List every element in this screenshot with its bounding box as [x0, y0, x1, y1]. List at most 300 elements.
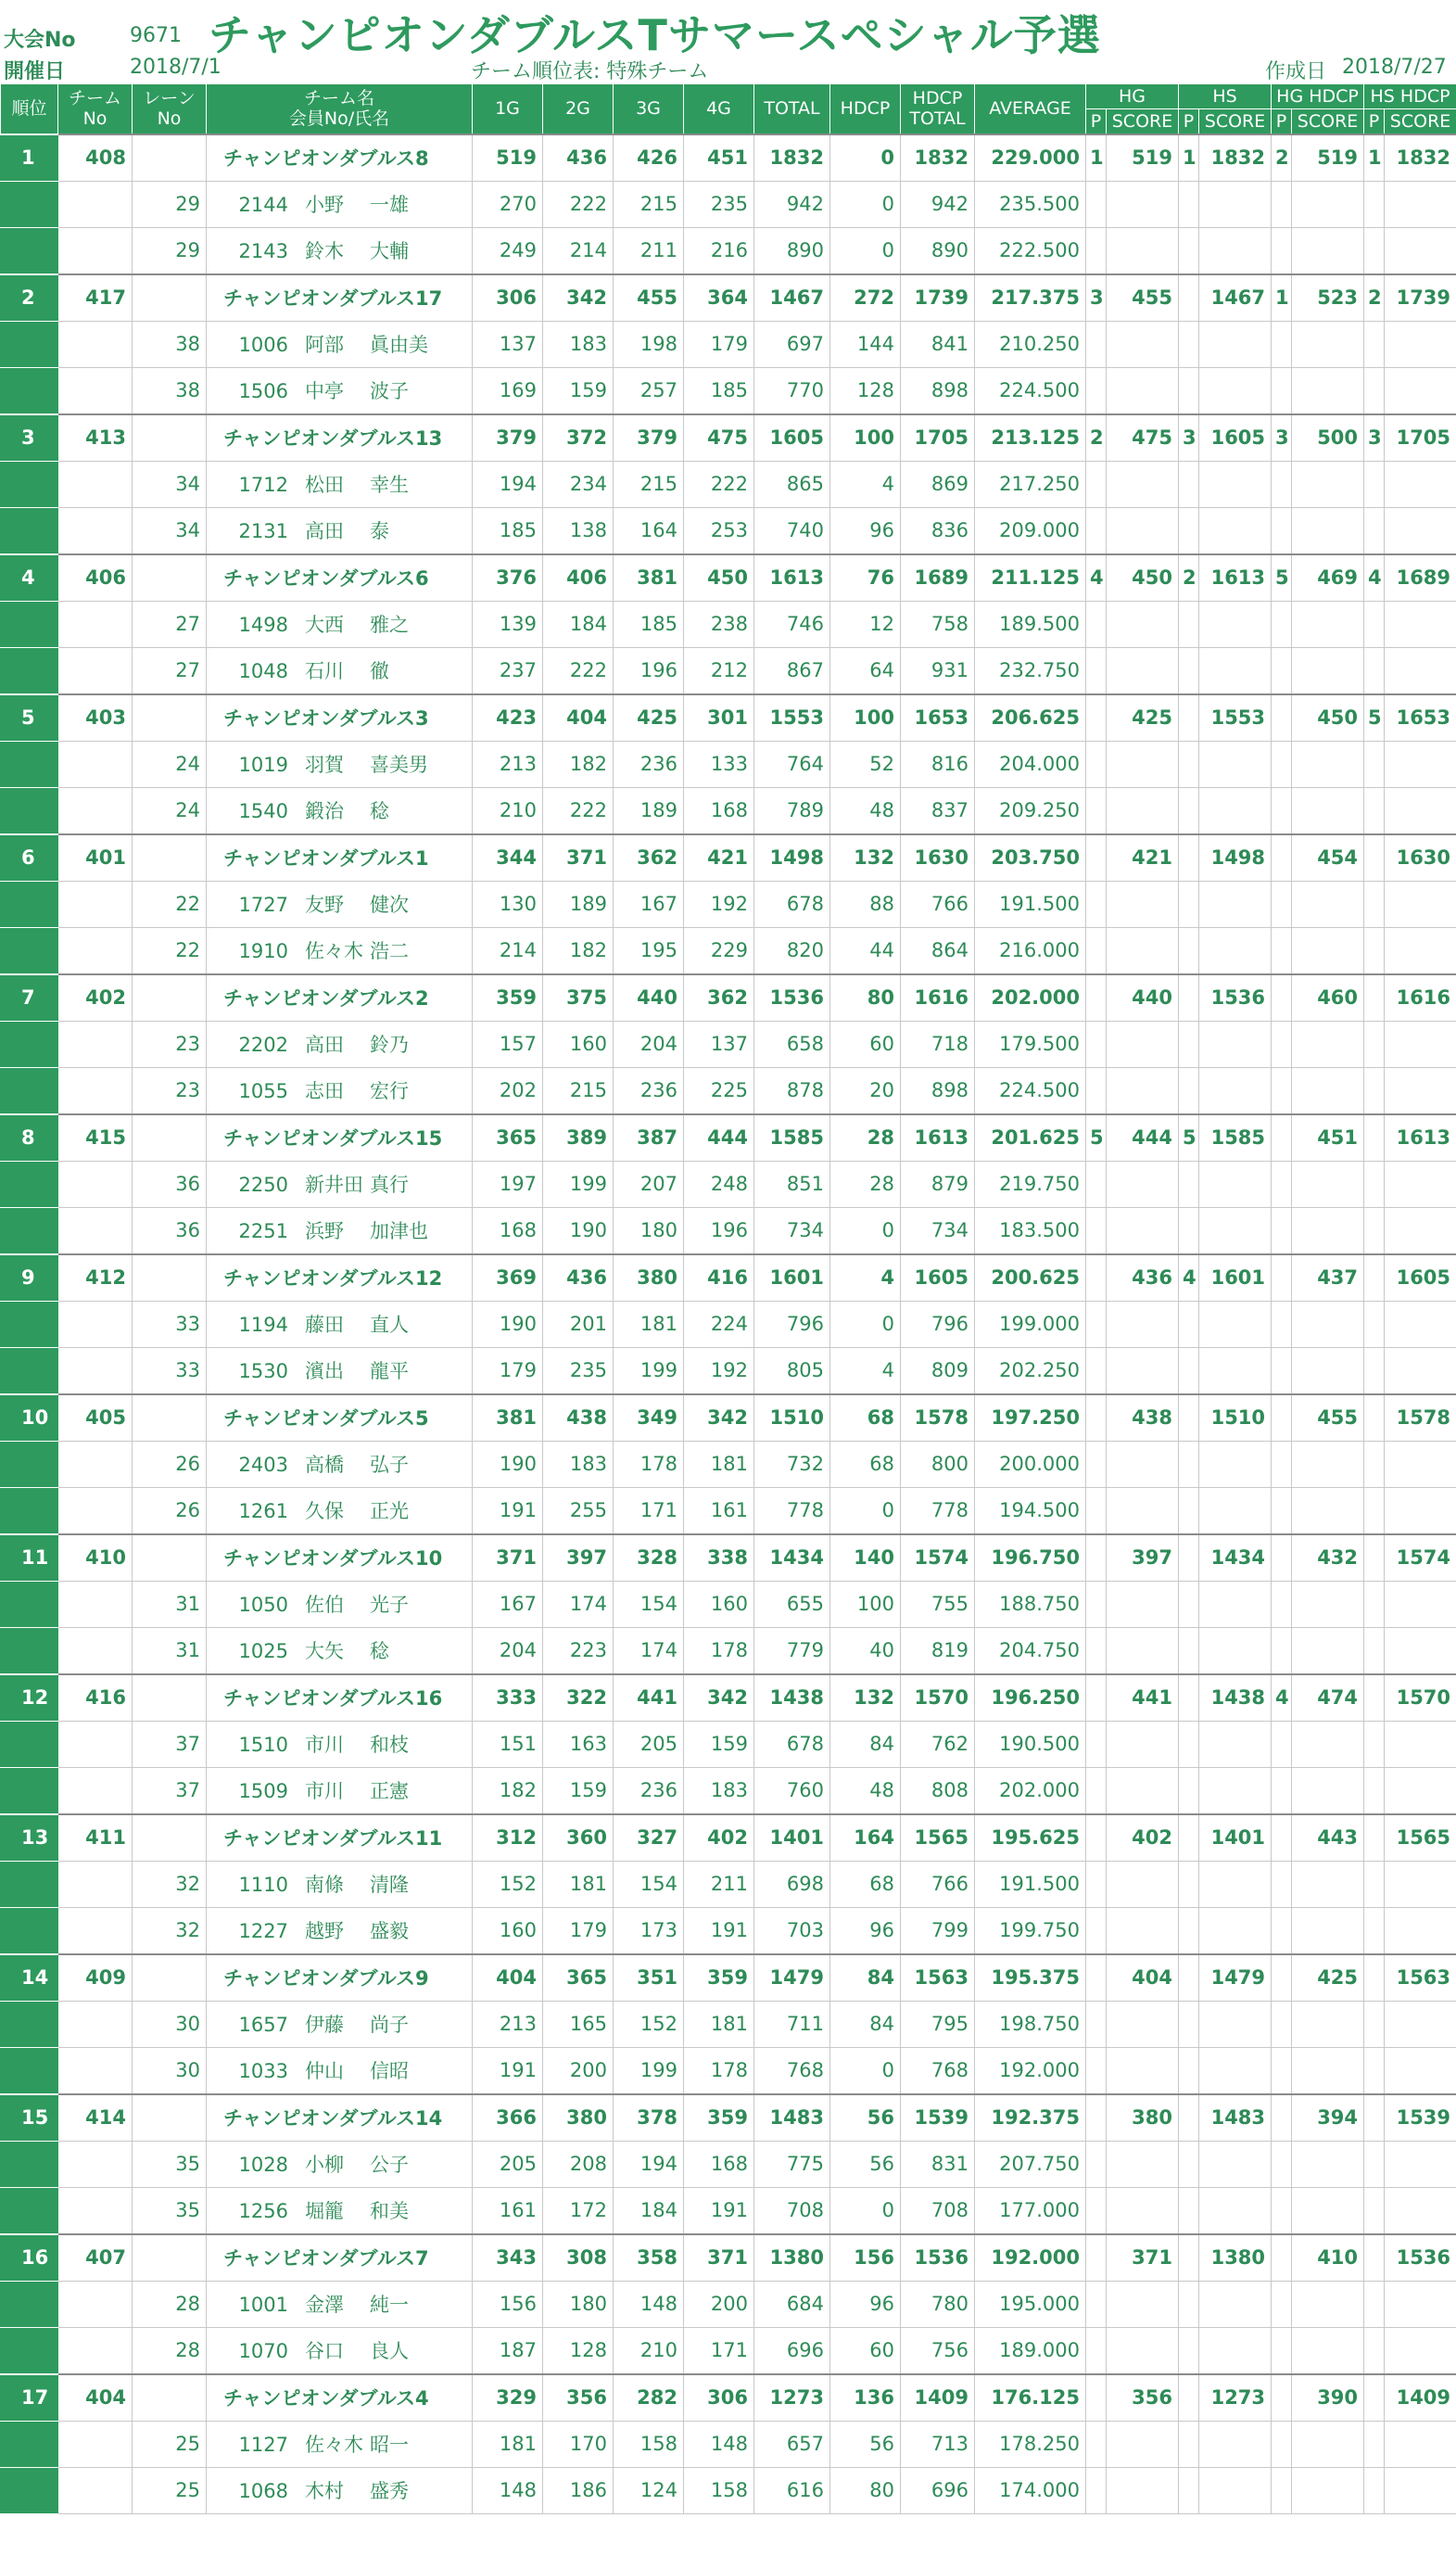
team-row [1, 974, 1456, 1022]
hs-score-cell: 1273 [1199, 2374, 1272, 2422]
empty-score-cell [1272, 1721, 1292, 1767]
header-hsh-score: SCORE [1385, 109, 1456, 134]
empty-score-cell [1292, 1767, 1364, 1814]
hdcp-cell: 52 [830, 741, 901, 787]
game-2-cell: 179 [543, 1907, 614, 1954]
game-4-cell: 148 [684, 2421, 754, 2467]
game-2-cell: 222 [543, 787, 614, 834]
hg-hdcp-score-cell: 519 [1292, 134, 1364, 182]
empty-score-cell [1107, 2047, 1179, 2094]
empty-score-cell [1385, 2467, 1456, 2513]
rank-cell [1, 2047, 58, 2094]
average-cell: 191.500 [975, 881, 1086, 927]
member-first-name: 直人 [370, 1314, 409, 1336]
hdcp-cell: 84 [830, 2001, 901, 2047]
game-3-cell: 282 [614, 2374, 684, 2422]
lane-cell: 31 [133, 1581, 207, 1627]
average-cell: 207.750 [975, 2141, 1086, 2187]
hg-place-cell: 3 [1086, 274, 1107, 322]
member-row [1, 1487, 1456, 1534]
game-1-cell: 343 [473, 2234, 543, 2282]
hs-hdcp-place-cell [1364, 1954, 1385, 2002]
average-cell: 200.000 [975, 1441, 1086, 1487]
event-date: 2018/7/1 [130, 56, 222, 79]
game-1-cell: 519 [473, 134, 543, 182]
hdcp-total-cell: 768 [901, 2047, 975, 2094]
empty-score-cell [1272, 1627, 1292, 1674]
empty-score-cell [1364, 367, 1385, 414]
hg-hdcp-place-cell [1272, 1954, 1292, 2002]
game-2-cell: 365 [543, 1954, 614, 2002]
hdcp-cell: 68 [830, 1394, 901, 1442]
lane-cell [133, 2374, 207, 2422]
game-4-cell: 216 [684, 227, 754, 274]
average-cell: 183.500 [975, 1207, 1086, 1254]
game-4-cell: 371 [684, 2234, 754, 2282]
empty-score-cell [1107, 1581, 1179, 1627]
hs-hdcp-place-cell: 2 [1364, 274, 1385, 322]
game-1-cell: 312 [473, 1814, 543, 1862]
hs-place-cell [1179, 274, 1199, 322]
header-hg-hdcp-b: HDCP [1309, 86, 1359, 107]
rank-cell: 3 [1, 414, 58, 462]
hg-hdcp-place-cell [1272, 2374, 1292, 2422]
average-cell: 195.000 [975, 2281, 1086, 2327]
hs-score-cell: 1510 [1199, 1394, 1272, 1442]
game-1-cell: 169 [473, 367, 543, 414]
member-last-name: 谷口 [305, 2340, 344, 2362]
game-4-cell: 301 [684, 694, 754, 742]
lane-cell: 37 [133, 1767, 207, 1814]
team-no-cell [58, 787, 133, 834]
hs-place-cell [1179, 2374, 1199, 2422]
member-no: 1530 [238, 1360, 288, 1382]
empty-score-cell [1292, 927, 1364, 974]
hs-hdcp-score-cell: 1605 [1385, 1254, 1456, 1302]
average-cell: 195.375 [975, 1954, 1086, 2002]
average-cell: 192.000 [975, 2047, 1086, 2094]
empty-score-cell [1272, 321, 1292, 367]
rank-cell: 6 [1, 834, 58, 882]
average-cell: 195.625 [975, 1814, 1086, 1862]
member-first-name: 信昭 [370, 2060, 409, 2082]
hdcp-total-cell: 734 [901, 1207, 975, 1254]
empty-score-cell [1385, 601, 1456, 647]
empty-score-cell [1364, 1301, 1385, 1347]
empty-score-cell [1199, 601, 1272, 647]
member-no: 1506 [238, 380, 288, 402]
member-row [1, 227, 1456, 274]
game-4-cell: 192 [684, 1347, 754, 1394]
total-cell: 778 [754, 1487, 830, 1534]
hs-hdcp-score-cell: 1578 [1385, 1394, 1456, 1442]
hdcp-total-cell: 756 [901, 2327, 975, 2374]
game-3-cell: 205 [614, 1721, 684, 1767]
empty-score-cell [1086, 227, 1107, 274]
member-row [1, 1767, 1456, 1814]
empty-score-cell [1385, 1767, 1456, 1814]
game-1-cell: 371 [473, 1534, 543, 1582]
empty-score-cell [1086, 461, 1107, 507]
average-cell: 222.500 [975, 227, 1086, 274]
game-2-cell: 160 [543, 1021, 614, 1067]
member-no: 1050 [238, 1594, 288, 1616]
game-1-cell: 168 [473, 1207, 543, 1254]
game-2-cell: 170 [543, 2421, 614, 2467]
hg-hdcp-score-cell: 523 [1292, 274, 1364, 322]
game-2-cell: 380 [543, 2094, 614, 2142]
empty-score-cell [1364, 2001, 1385, 2047]
empty-score-cell [1199, 1907, 1272, 1954]
member-no: 1510 [238, 1734, 288, 1756]
hg-hdcp-score-cell: 390 [1292, 2374, 1364, 2422]
member-row [1, 461, 1456, 507]
member-no: 1033 [238, 2060, 288, 2082]
empty-score-cell [1179, 2467, 1199, 2513]
game-4-cell: 416 [684, 1254, 754, 1302]
total-cell: 703 [754, 1907, 830, 1954]
empty-score-cell [1179, 2421, 1199, 2467]
hg-hdcp-place-cell [1272, 1114, 1292, 1162]
empty-score-cell [1292, 227, 1364, 274]
hdcp-cell: 128 [830, 367, 901, 414]
hdcp-total-cell: 1605 [901, 1254, 975, 1302]
hdcp-total-cell: 755 [901, 1581, 975, 1627]
hdcp-total-cell: 713 [901, 2421, 975, 2467]
empty-score-cell [1179, 647, 1199, 694]
member-no: 1509 [238, 1780, 288, 1802]
empty-score-cell [1292, 1907, 1364, 1954]
hdcp-total-cell: 898 [901, 1067, 975, 1114]
empty-score-cell [1292, 2421, 1364, 2467]
rank-cell [1, 367, 58, 414]
team-no-cell [58, 2047, 133, 2094]
empty-score-cell [1364, 1441, 1385, 1487]
game-1-cell: 205 [473, 2141, 543, 2187]
empty-score-cell [1272, 881, 1292, 927]
empty-score-cell [1086, 1581, 1107, 1627]
total-cell: 779 [754, 1627, 830, 1674]
team-no-cell [58, 881, 133, 927]
game-3-cell: 349 [614, 1394, 684, 1442]
empty-score-cell [1364, 1067, 1385, 1114]
team-no-cell [58, 1207, 133, 1254]
game-2-cell: 199 [543, 1161, 614, 1207]
hdcp-cell: 100 [830, 694, 901, 742]
hdcp-total-cell: 837 [901, 787, 975, 834]
rank-cell: 13 [1, 1814, 58, 1862]
game-4-cell: 181 [684, 1441, 754, 1487]
hdcp-total-cell: 841 [901, 321, 975, 367]
game-2-cell: 163 [543, 1721, 614, 1767]
average-cell: 177.000 [975, 2187, 1086, 2234]
total-cell: 1832 [754, 134, 830, 182]
member-row [1, 741, 1456, 787]
total-cell: 678 [754, 881, 830, 927]
hs-hdcp-place-cell [1364, 974, 1385, 1022]
game-3-cell: 185 [614, 601, 684, 647]
hs-hdcp-score-cell: 1536 [1385, 2234, 1456, 2282]
hdcp-total-cell: 1536 [901, 2234, 975, 2282]
game-1-cell: 376 [473, 554, 543, 602]
game-3-cell: 194 [614, 2141, 684, 2187]
team-no-cell [58, 2421, 133, 2467]
game-3-cell: 207 [614, 1161, 684, 1207]
game-3-cell: 426 [614, 134, 684, 182]
member-name-cell [207, 1207, 473, 1254]
header-hg-p: P [1086, 109, 1107, 134]
member-last-name: 新井田 [305, 1174, 363, 1196]
hg-hdcp-score-cell: 455 [1292, 1394, 1364, 1442]
hs-hdcp-place-cell: 1 [1364, 134, 1385, 182]
team-name-cell: チャンピオンダブルス1 [207, 834, 473, 882]
lane-cell [133, 1254, 207, 1302]
hdcp-total-cell: 864 [901, 927, 975, 974]
hdcp-total-cell: 718 [901, 1021, 975, 1067]
average-cell: 189.000 [975, 2327, 1086, 2374]
lane-cell: 26 [133, 1487, 207, 1534]
hg-place-cell [1086, 1394, 1107, 1442]
member-first-name: 弘子 [370, 1454, 409, 1476]
hdcp-cell: 156 [830, 2234, 901, 2282]
member-no: 1025 [238, 1640, 288, 1662]
member-name-cell [207, 2281, 473, 2327]
game-1-cell: 139 [473, 601, 543, 647]
empty-score-cell [1086, 1767, 1107, 1814]
empty-score-cell [1385, 1861, 1456, 1907]
hg-hdcp-score-cell: 500 [1292, 414, 1364, 462]
game-1-cell: 151 [473, 1721, 543, 1767]
average-cell: 178.250 [975, 2421, 1086, 2467]
empty-score-cell [1292, 881, 1364, 927]
game-3-cell: 257 [614, 367, 684, 414]
empty-score-cell [1107, 741, 1179, 787]
game-3-cell: 199 [614, 1347, 684, 1394]
team-no-cell [58, 1067, 133, 1114]
empty-score-cell [1107, 1207, 1179, 1254]
member-name-cell [207, 1907, 473, 1954]
game-4-cell: 160 [684, 1581, 754, 1627]
empty-score-cell [1179, 741, 1199, 787]
game-1-cell: 167 [473, 1581, 543, 1627]
empty-score-cell [1199, 181, 1272, 227]
hdcp-total-cell: 879 [901, 1161, 975, 1207]
member-no: 1727 [238, 894, 288, 916]
rank-cell [1, 927, 58, 974]
hg-place-cell: 2 [1086, 414, 1107, 462]
game-3-cell: 196 [614, 647, 684, 694]
empty-score-cell [1364, 2141, 1385, 2187]
hg-score-cell: 438 [1107, 1394, 1179, 1442]
game-1-cell: 306 [473, 274, 543, 322]
member-row [1, 2467, 1456, 2513]
hg-hdcp-score-cell: 432 [1292, 1534, 1364, 1582]
lane-cell: 28 [133, 2327, 207, 2374]
team-no-cell [58, 2141, 133, 2187]
empty-score-cell [1199, 507, 1272, 554]
hg-hdcp-place-cell [1272, 1534, 1292, 1582]
empty-score-cell [1364, 741, 1385, 787]
member-last-name: 高田 [305, 520, 344, 542]
empty-score-cell [1199, 1021, 1272, 1067]
hdcp-cell: 0 [830, 1207, 901, 1254]
hdcp-cell: 56 [830, 2421, 901, 2467]
rank-cell [1, 1721, 58, 1767]
empty-score-cell [1199, 321, 1272, 367]
empty-score-cell [1272, 2187, 1292, 2234]
game-2-cell: 342 [543, 274, 614, 322]
empty-score-cell [1385, 1627, 1456, 1674]
empty-score-cell [1292, 2141, 1364, 2187]
empty-score-cell [1199, 227, 1272, 274]
game-1-cell: 359 [473, 974, 543, 1022]
game-4-cell: 235 [684, 181, 754, 227]
lane-cell [133, 274, 207, 322]
hg-place-cell [1086, 2094, 1107, 2142]
team-no-cell [58, 1441, 133, 1487]
empty-score-cell [1364, 461, 1385, 507]
game-1-cell: 194 [473, 461, 543, 507]
hs-hdcp-place-cell [1364, 2094, 1385, 2142]
empty-score-cell [1199, 881, 1272, 927]
game-4-cell: 161 [684, 1487, 754, 1534]
hdcp-cell: 0 [830, 181, 901, 227]
average-cell: 200.625 [975, 1254, 1086, 1302]
rank-cell [1, 1301, 58, 1347]
rank-cell [1, 1487, 58, 1534]
average-cell: 210.250 [975, 321, 1086, 367]
empty-score-cell [1086, 1301, 1107, 1347]
empty-score-cell [1179, 2141, 1199, 2187]
team-no-cell [58, 367, 133, 414]
hdcp-cell: 88 [830, 881, 901, 927]
game-3-cell: 174 [614, 1627, 684, 1674]
tournament-no-label: 大会No [4, 29, 76, 52]
game-2-cell: 190 [543, 1207, 614, 1254]
team-no-cell [58, 1347, 133, 1394]
hdcp-total-cell: 766 [901, 881, 975, 927]
member-first-name: 光子 [370, 1594, 409, 1616]
hdcp-total-cell: 1578 [901, 1394, 975, 1442]
rank-cell [1, 1627, 58, 1674]
member-row [1, 2327, 1456, 2374]
member-row [1, 181, 1456, 227]
game-2-cell: 128 [543, 2327, 614, 2374]
total-cell: 1380 [754, 2234, 830, 2282]
member-first-name: 盛毅 [370, 1920, 409, 1942]
member-row [1, 2281, 1456, 2327]
empty-score-cell [1179, 461, 1199, 507]
hs-place-cell: 1 [1179, 134, 1199, 182]
lane-cell [133, 134, 207, 182]
empty-score-cell [1199, 2421, 1272, 2467]
game-1-cell: 181 [473, 2421, 543, 2467]
empty-score-cell [1385, 1301, 1456, 1347]
empty-score-cell [1364, 1347, 1385, 1394]
empty-score-cell [1199, 927, 1272, 974]
game-3-cell: 455 [614, 274, 684, 322]
rank-cell [1, 1581, 58, 1627]
member-last-name: 羽賀 [305, 754, 344, 776]
hdcp-cell: 80 [830, 2467, 901, 2513]
team-no-cell: 405 [58, 1394, 133, 1442]
rank-cell [1, 2141, 58, 2187]
empty-score-cell [1292, 1161, 1364, 1207]
hs-score-cell: 1601 [1199, 1254, 1272, 1302]
hdcp-cell: 4 [830, 461, 901, 507]
member-no: 2131 [238, 520, 288, 542]
empty-score-cell [1086, 2001, 1107, 2047]
game-2-cell: 182 [543, 927, 614, 974]
lane-cell [133, 414, 207, 462]
team-row [1, 134, 1456, 182]
team-name-cell: チャンピオンダブルス8 [207, 134, 473, 182]
member-last-name: 志田 [305, 1080, 344, 1102]
empty-score-cell [1364, 1861, 1385, 1907]
game-3-cell: 380 [614, 1254, 684, 1302]
empty-score-cell [1385, 647, 1456, 694]
average-cell: 198.750 [975, 2001, 1086, 2047]
hg-score-cell: 371 [1107, 2234, 1179, 2282]
hdcp-total-cell: 869 [901, 461, 975, 507]
empty-score-cell [1385, 1721, 1456, 1767]
standings-body [1, 134, 1456, 2514]
empty-score-cell [1199, 1301, 1272, 1347]
game-1-cell: 333 [473, 1674, 543, 1722]
empty-score-cell [1179, 1581, 1199, 1627]
empty-score-cell [1179, 227, 1199, 274]
empty-score-cell [1272, 1207, 1292, 1254]
empty-score-cell [1179, 1347, 1199, 1394]
empty-score-cell [1107, 2421, 1179, 2467]
empty-score-cell [1272, 1161, 1292, 1207]
game-4-cell: 133 [684, 741, 754, 787]
member-last-name: 久保 [305, 1500, 344, 1522]
game-3-cell: 171 [614, 1487, 684, 1534]
hs-score-cell: 1605 [1199, 414, 1272, 462]
team-name-cell: チャンピオンダブルス3 [207, 694, 473, 742]
total-cell: 1483 [754, 2094, 830, 2142]
empty-score-cell [1179, 601, 1199, 647]
empty-score-cell [1364, 601, 1385, 647]
empty-score-cell [1199, 1861, 1272, 1907]
team-row [1, 1114, 1456, 1162]
hg-hdcp-place-cell: 3 [1272, 414, 1292, 462]
empty-score-cell [1364, 2467, 1385, 2513]
empty-score-cell [1272, 1907, 1292, 1954]
member-row [1, 1161, 1456, 1207]
hg-score-cell: 475 [1107, 414, 1179, 462]
hs-hdcp-score-cell: 1705 [1385, 414, 1456, 462]
hs-place-cell: 4 [1179, 1254, 1199, 1302]
game-2-cell: 356 [543, 2374, 614, 2422]
lane-cell: 35 [133, 2141, 207, 2187]
member-row [1, 367, 1456, 414]
team-no-cell [58, 2281, 133, 2327]
game-3-cell: 440 [614, 974, 684, 1022]
total-cell: 1585 [754, 1114, 830, 1162]
game-1-cell: 213 [473, 2001, 543, 2047]
empty-score-cell [1086, 1861, 1107, 1907]
hdcp-cell: 272 [830, 274, 901, 322]
empty-score-cell [1107, 1441, 1179, 1487]
hdcp-cell: 56 [830, 2094, 901, 2142]
lane-cell: 23 [133, 1067, 207, 1114]
hg-hdcp-score-cell: 450 [1292, 694, 1364, 742]
game-1-cell: 179 [473, 1347, 543, 1394]
empty-score-cell [1107, 1907, 1179, 1954]
empty-score-cell [1107, 1767, 1179, 1814]
